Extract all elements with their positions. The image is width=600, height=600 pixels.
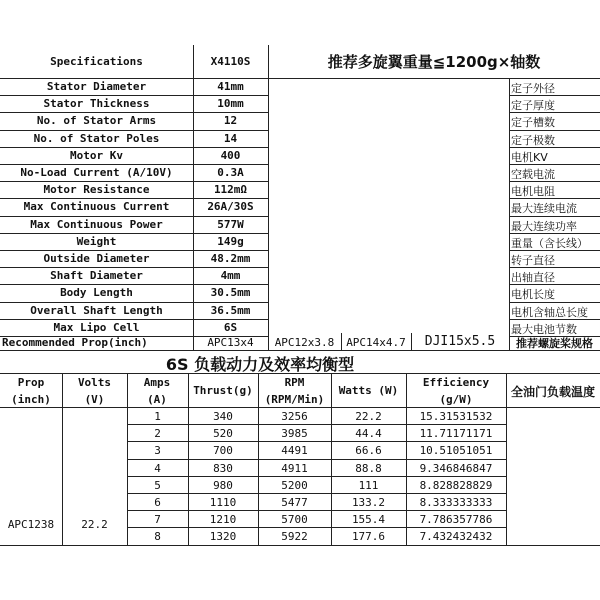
spec-value: 4mm <box>220 269 241 283</box>
load-rpm: 4911 <box>281 461 308 475</box>
load-efficiency: 7.786357786 <box>419 513 493 527</box>
load-test-title: 6S 负载动力及效率均衡型 <box>165 355 355 374</box>
load-amps: 7 <box>154 513 161 527</box>
spec-cn-label: 电机KV <box>511 150 548 164</box>
specs-header-label: Specifications <box>50 55 143 68</box>
header-temp: 全油门负载温度 <box>510 385 595 399</box>
grid-line <box>0 407 600 408</box>
load-thrust: 980 <box>213 478 233 492</box>
load-thrust: 340 <box>213 410 233 423</box>
grid-line <box>0 198 268 199</box>
load-efficiency: 10.51051051 <box>419 444 493 458</box>
spec-name: No-Load Current (A/10V) <box>20 166 173 179</box>
header-amps: Amps <box>143 376 171 389</box>
spec-name: Motor Resistance <box>43 183 150 197</box>
spec-name: Body Length <box>60 286 133 300</box>
recommended-label: Recommended Prop(inch) <box>2 336 148 349</box>
grid-line <box>127 424 506 425</box>
header-amps-unit: (A) <box>147 393 167 406</box>
load-amps: 1 <box>154 410 161 423</box>
recommended-prop-2: APC14x4.7 <box>346 336 406 349</box>
load-watts: 22.2 <box>355 410 382 423</box>
spec-value: 36.5mm <box>210 303 251 317</box>
spec-value: 41mm <box>217 80 244 93</box>
spec-value: 0.3A <box>217 166 244 179</box>
specs-header-title: 推荐多旋翼重量≦1200g×轴数 <box>327 53 541 71</box>
grid-line <box>0 250 268 251</box>
grid-line <box>127 441 506 442</box>
load-rpm: 5700 <box>281 513 308 527</box>
grid-line <box>127 476 506 477</box>
spec-cn-label: 最大电池节数 <box>511 322 577 336</box>
recommended-prop-0: APC13x4 <box>207 336 254 349</box>
spec-value: 6S <box>223 320 238 334</box>
load-thrust: 1110 <box>209 496 237 509</box>
spec-name: Stator Diameter <box>46 80 147 93</box>
spec-cn-label: 定子槽数 <box>511 116 555 130</box>
grid-line <box>0 95 268 96</box>
spec-name: Max Continuous Power <box>30 217 163 231</box>
load-thrust: 830 <box>213 461 233 475</box>
spec-name: Stator Thickness <box>43 97 150 111</box>
spec-name: No. of Stator Arms <box>36 114 157 128</box>
grid-line <box>127 493 506 494</box>
load-efficiency: 9.346846847 <box>419 461 493 475</box>
spec-cn-label: 空载电流 <box>511 168 555 181</box>
load-amps: 8 <box>154 530 161 544</box>
grid-line <box>0 112 268 113</box>
spec-name: Motor Kv <box>70 148 123 162</box>
load-rpm: 4491 <box>281 444 308 458</box>
header-watts: Watts (W) <box>338 384 399 397</box>
load-amps: 6 <box>154 496 161 509</box>
grid-line <box>127 527 506 528</box>
load-watts: 177.6 <box>351 530 386 544</box>
load-thrust: 520 <box>213 427 233 441</box>
load-efficiency: 7.432432432 <box>419 530 493 544</box>
load-watts: 133.2 <box>351 496 386 509</box>
spec-cn-label: 最大连续功率 <box>511 219 577 233</box>
load-volts-value: 22.2 <box>81 518 108 531</box>
load-watts: 44.4 <box>355 427 382 441</box>
spec-value: 10mm <box>217 97 244 111</box>
load-efficiency: 11.71171171 <box>419 427 493 441</box>
load-rpm: 5200 <box>281 478 308 492</box>
load-amps: 2 <box>154 427 161 441</box>
recommended-cn: 推荐螺旋桨规格 <box>516 337 593 350</box>
load-watts: 88.8 <box>355 461 382 475</box>
load-rpm: 3256 <box>281 410 308 423</box>
header-thrust: Thrust(g) <box>193 384 253 397</box>
grid-line <box>0 284 268 285</box>
grid-line <box>268 45 269 350</box>
grid-line <box>0 545 600 546</box>
spec-value: 26A/30S <box>207 200 254 214</box>
header-rpm: RPM <box>284 376 305 389</box>
recommended-prop-1: APC12x3.8 <box>274 336 335 349</box>
spec-cn-label: 最大连续电流 <box>511 202 577 216</box>
header-volts: Volts <box>77 376 112 389</box>
spec-value: 30.5mm <box>210 286 251 300</box>
load-amps: 5 <box>154 478 161 492</box>
grid-line <box>0 181 268 182</box>
load-prop-value: APC1238 <box>7 518 55 531</box>
grid-line <box>127 510 506 511</box>
spec-cn-label: 电机长度 <box>511 288 555 302</box>
spec-value: 14 <box>223 131 238 145</box>
grid-line <box>127 459 506 460</box>
spec-cn-label: 电机电阻 <box>511 185 555 199</box>
grid-line <box>0 267 268 268</box>
spec-value: 400 <box>220 148 241 162</box>
spec-value: 48.2mm <box>210 252 251 265</box>
header-rpm-unit: (RPM/Min) <box>264 393 325 406</box>
header-prop: Prop <box>17 376 45 389</box>
spec-name: Max Continuous Current <box>23 200 170 214</box>
load-thrust: 700 <box>213 444 233 458</box>
load-amps: 4 <box>154 461 161 475</box>
load-efficiency: 8.828828829 <box>419 478 493 492</box>
load-watts: 66.6 <box>355 444 382 458</box>
spec-value: 112mΩ <box>213 183 248 197</box>
specs-header-model: X4110S <box>210 55 251 68</box>
spec-name: Overall Shaft Length <box>30 303 163 317</box>
header-volts-unit: (V) <box>84 393 105 406</box>
spec-name: No. of Stator Poles <box>33 131 160 145</box>
spec-value: 577W <box>217 217 244 231</box>
grid-line <box>509 78 510 350</box>
spec-value: 12 <box>223 114 238 128</box>
spec-name: Shaft Diameter <box>50 269 143 283</box>
load-thrust: 1320 <box>209 530 237 544</box>
recommended-prop-3: DJI15x5.5 <box>424 334 496 349</box>
load-rpm: 5922 <box>281 530 308 544</box>
spec-name: Outside Diameter <box>43 252 150 265</box>
spec-cn-label: 出轴直径 <box>511 271 555 285</box>
header-prop-unit: (inch) <box>11 393 51 406</box>
load-watts: 155.4 <box>351 513 386 527</box>
load-amps: 3 <box>154 444 161 458</box>
grid-line <box>0 164 268 165</box>
spec-cn-label: 定子外径 <box>511 82 555 95</box>
grid-line <box>0 78 600 79</box>
load-efficiency: 15.31531532 <box>419 410 493 423</box>
spec-cn-label: 重量（含长线） <box>511 236 588 250</box>
spec-value: 149g <box>217 234 244 248</box>
spec-cn-label: 定子厚度 <box>511 99 555 113</box>
spec-cn-label: 转子直径 <box>511 254 555 267</box>
spec-cn-label: 定子极数 <box>511 133 555 147</box>
load-rpm: 5477 <box>281 496 308 509</box>
load-watts: 111 <box>358 478 379 492</box>
load-efficiency: 8.333333333 <box>419 496 493 509</box>
spec-name: Weight <box>76 234 117 248</box>
load-rpm: 3985 <box>281 427 308 441</box>
header-efficiency-unit: (g/W) <box>439 393 473 406</box>
spec-cn-label: 电机含轴总长度 <box>511 305 588 319</box>
header-efficiency: Efficiency <box>422 376 490 389</box>
spec-name: Max Lipo Cell <box>53 320 140 334</box>
load-thrust: 1210 <box>209 513 237 527</box>
